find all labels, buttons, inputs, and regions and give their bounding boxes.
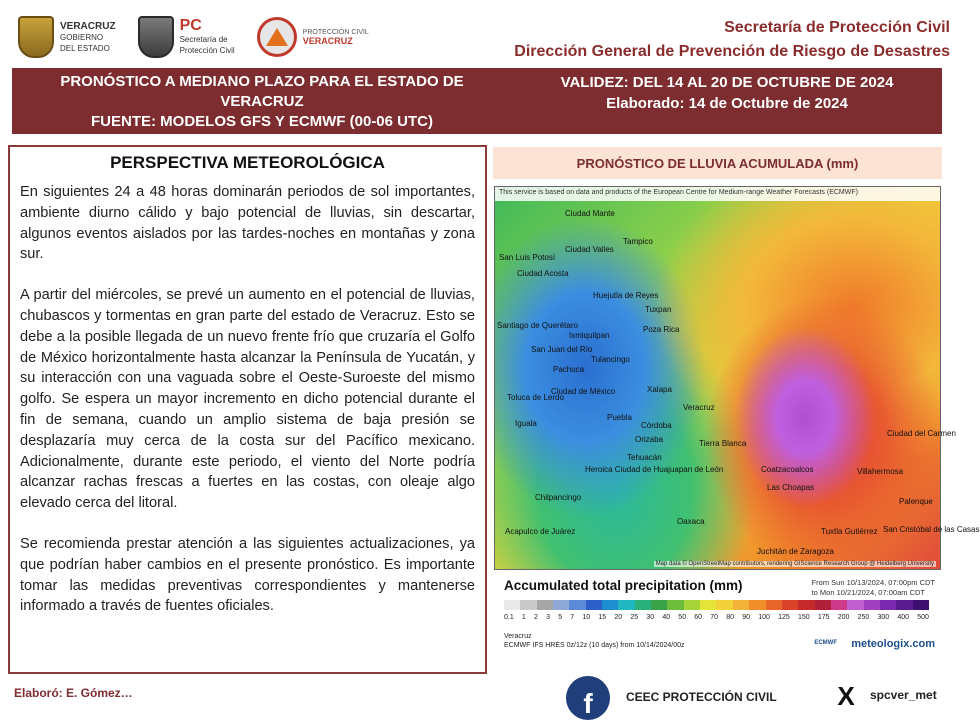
legend-tick-label: 175: [817, 614, 830, 621]
author-credit: Elaboró: E. Gómez…: [14, 686, 133, 700]
legend-dates: [812, 578, 935, 598]
legend-color-swatch: [880, 600, 896, 610]
map-label-pachuca: Pachuca: [553, 365, 585, 374]
title-band: [12, 68, 942, 134]
legend-color-swatch: [684, 600, 700, 610]
map-label-huajuapan: Heroica Ciudad de Huajuapan de León: [585, 465, 724, 474]
map-label-pozarica: Poza Rica: [643, 325, 680, 334]
map-label-valles: Ciudad Valles: [565, 245, 614, 254]
map-label-xalapa: Xalapa: [647, 385, 672, 394]
map-label-palenque: Palenque: [899, 497, 933, 506]
meteologix-brand: meteologix.com: [851, 638, 935, 650]
legend-tick-label: 3: [546, 614, 551, 621]
legend-tick-label: 0.1: [504, 614, 514, 621]
legend-tick-label: 70: [710, 614, 719, 621]
veracruz-shield-icon: [18, 16, 54, 58]
legend-colorbar: [504, 600, 929, 610]
map-label-cdmx: Ciudad de México: [551, 387, 616, 396]
map-label-tuxpan: Tuxpan: [645, 305, 672, 314]
perspective-panel: [8, 145, 487, 674]
legend-tick-label: 40: [662, 614, 671, 621]
map-label-oaxaca: Oaxaca: [677, 517, 705, 526]
legend-color-swatch: [618, 600, 634, 610]
pc-logo-line1: Secretaría de: [179, 35, 228, 44]
map-label-slp: San Luis Potosí: [499, 253, 556, 262]
map-label-sancristobal: San Cristóbal de las Casas: [883, 525, 980, 534]
legend-color-swatch: [553, 600, 569, 610]
forecast-title-line2: VERACRUZ: [220, 93, 304, 110]
forecast-source: FUENTE: MODELOS GFS Y ECMWF (00-06 UTC): [91, 113, 433, 130]
map-label-choapas: Las Choapas: [767, 483, 815, 492]
map-label-acapulco: Acapulco de Juárez: [505, 527, 576, 536]
facebook-icon[interactable]: f: [566, 676, 610, 720]
legend-tick-label: 300: [877, 614, 890, 621]
legend-color-swatch: [586, 600, 602, 610]
map-label-tierra-blanca: Tierra Blanca: [699, 439, 747, 448]
legend-color-swatch: [733, 600, 749, 610]
legend-color-swatch: [766, 600, 782, 610]
legend-color-swatch: [913, 600, 929, 610]
map-credit: Map data © OpenStreetMap contributors, rendering GIScience Research Group @ Heidelberg University: [655, 561, 934, 567]
legend-tick-label: 5: [558, 614, 563, 621]
legend-title: Accumulated total precipitation (mm): [504, 578, 743, 593]
map-label-huejutla: Huejutla de Reyes: [593, 291, 659, 300]
direccion-name: Dirección General de Prevención de Riesgo de Desastres: [514, 43, 950, 60]
legend-color-swatch: [537, 600, 553, 610]
legend-color-swatch: [831, 600, 847, 610]
map-label-cordoba: Córdoba: [641, 421, 672, 430]
legend-tick-label: 60: [694, 614, 703, 621]
legend-tick-label: 7: [570, 614, 575, 621]
validity-text: VALIDEZ: DEL 14 AL 20 DE OCTUBRE DE 2024: [560, 74, 894, 91]
agency-header: [514, 16, 950, 64]
perspective-paragraph-1: En siguientes 24 a 48 horas dominarán periodos de sol importantes, ambiente diurno cálido y bajo potencial de lluvias, sin descartar, algunos eventos aislados por las tardes-noches en montañas y zona sur.: [20, 184, 475, 263]
legend-tick-label: 100: [758, 614, 770, 621]
legend-tick-label: 15: [598, 614, 607, 621]
map-source-note: This service is based on data and products of the European Centre for Medium-range Weather Forecasts (ECMWF): [495, 187, 940, 201]
x-twitter-icon[interactable]: X: [837, 681, 855, 711]
map-label-carmen: Ciudad del Carmen: [887, 429, 956, 438]
legend-color-swatch: [798, 600, 814, 610]
legend-tick-label: 1: [521, 614, 526, 621]
map-label-tampico: Tampico: [623, 237, 653, 246]
veracruz-logo-line3: DEL ESTADO: [60, 43, 110, 53]
perspective-title: PERSPECTIVA METEOROLÓGICA: [110, 153, 385, 172]
map-label-acosta: Ciudad Acosta: [517, 269, 569, 278]
pc-veracruz-logo: [257, 17, 369, 57]
legend-footnote: [504, 632, 685, 650]
validity-block: [512, 72, 942, 114]
map-label-tuxtla: Tuxtla Gutiérrez: [821, 527, 878, 536]
map-label-mante: Ciudad Mante: [565, 209, 615, 218]
legend-tick-label: 200: [837, 614, 850, 621]
forecast-title: [12, 72, 512, 132]
pc-veracruz-line1: PROTECCIÓN CIVIL: [302, 28, 369, 36]
legend-color-swatch: [602, 600, 618, 610]
legend-region: Veracruz: [504, 633, 532, 640]
perspective-paragraph-3: Se recomienda prestar atención a las siguientes actualizaciones, ya que podrían haber cambios en el presente pronóstico. Es importante tomar las medidas preventivas correspondientes y mantenerse informado a través de fuentes oficiales.: [20, 535, 475, 615]
legend-tick-label: 25: [630, 614, 639, 621]
legend-color-swatch: [896, 600, 912, 610]
legend-color-swatch: [749, 600, 765, 610]
legend-color-swatch: [651, 600, 667, 610]
precipitation-map: [494, 186, 980, 570]
legend-color-swatch: [700, 600, 716, 610]
logo-bar: [18, 12, 369, 62]
veracruz-logo-line2: GOBIERNO: [60, 32, 104, 42]
legend-date-from: From Sun 10/13/2024, 07:00pm CDT: [811, 578, 935, 587]
pc-logo-abbr: PC: [179, 17, 202, 34]
pc-logo-line2: Protección Civil: [179, 46, 235, 55]
legend-tick-label: 10: [582, 614, 591, 621]
legend-tick-label: 80: [726, 614, 735, 621]
legend-tick-label: 90: [742, 614, 751, 621]
legend-color-swatch: [504, 600, 520, 610]
x-label[interactable]: spcver_met: [870, 688, 937, 702]
map-label-toluca: Toluca de Lerdo: [507, 393, 564, 402]
veracruz-government-logo: [18, 16, 116, 58]
legend-color-swatch: [635, 600, 651, 610]
legend-tick-label: 125: [778, 614, 790, 621]
ecmwf-logo: ECMWF: [814, 640, 837, 646]
map-label-juchitan: Juchitán de Zaragoza: [757, 547, 834, 556]
legend-tick-label: 2: [534, 614, 538, 621]
map-label-sanjuan: San Juan del Río: [531, 345, 593, 354]
legend-color-swatch: [716, 600, 732, 610]
pc-shield-icon: [138, 16, 174, 58]
legend-tick-label: 500: [917, 614, 929, 621]
civil-protection-triangle-icon: [257, 17, 297, 57]
veracruz-logo-line1: VERACRUZ: [60, 20, 116, 32]
map-label-ixmiquilpan: Ixmiquilpan: [569, 331, 610, 340]
legend-tick-label: 30: [646, 614, 655, 621]
legend-tick-label: 400: [897, 614, 910, 621]
legend-color-swatch: [782, 600, 798, 610]
map-label-tehuacan: Tehuacán: [627, 453, 662, 462]
legend-color-swatch: [520, 600, 536, 610]
made-date: Elaborado: 14 de Octubre de 2024: [606, 95, 848, 112]
secretaria-name: Secretaría de Protección Civil: [724, 19, 950, 36]
legend-model: ECMWF IFS HRES 0z/12z (10 days) from 10/14/2024/00z: [504, 642, 685, 649]
legend-tick-label: 50: [678, 614, 687, 621]
map-label-chilpancingo: Chilpancingo: [535, 493, 582, 502]
legend-ticks: [504, 614, 929, 621]
legend-color-swatch: [667, 600, 683, 610]
map-label-villahermosa: Villahermosa: [857, 467, 904, 476]
legend-date-to: to Mon 10/21/2024, 07:00am CDT: [811, 588, 925, 597]
precipitation-legend: [494, 574, 941, 664]
legend-color-swatch: [569, 600, 585, 610]
forecast-title-line1: PRONÓSTICO A MEDIANO PLAZO PARA EL ESTADO DE: [60, 73, 464, 90]
map-label-tulancingo: Tulancingo: [591, 355, 630, 364]
pc-veracruz-line2: VERACRUZ: [302, 35, 353, 46]
map-title: PRONÓSTICO DE LLUVIA ACUMULADA (mm): [493, 147, 942, 179]
legend-color-swatch: [847, 600, 863, 610]
legend-tick-label: 250: [857, 614, 870, 621]
legend-tick-label: 150: [797, 614, 810, 621]
map-label-coatzacoalcos: Coatzacoalcos: [761, 465, 814, 474]
legend-color-swatch: [864, 600, 880, 610]
map-label-orizaba: Orizaba: [635, 435, 664, 444]
map-label-iguala: Iguala: [515, 419, 537, 428]
pc-secretaria-logo: [138, 16, 235, 58]
legend-tick-label: 20: [614, 614, 623, 621]
perspective-paragraph-2: A partir del miércoles, se prevé un aumento en el potencial de lluvias, chubascos y tormentas en gran parte del estado de Veracruz. Esto se debe a la posible llegada de un nuevo frente frío que cruzaría el Golfo de México horizontalmente hasta alcanzar la Península de Yucatán, y su interacción con una vaguada sobre el Oeste-Suroeste del mismo golfo. Se espera un mayor incremento en dicho potencial durante el fin de semana, cuando un amplio sistema de baja presión se desplazaría muy cerca de la costa sur del Pacífico mexicano. Adicionalmente, durante este periodo, el viento del Norte podría alcanzar rachas frescas a fuertes en las costas, con oleaje algo elevado cerca del litoral.: [20, 287, 475, 512]
map-label-puebla: Puebla: [607, 413, 632, 422]
legend-color-swatch: [815, 600, 831, 610]
facebook-label[interactable]: CEEC PROTECCIÓN CIVIL: [626, 690, 777, 704]
map-label-veracruz: Veracruz: [683, 403, 715, 412]
map-label-queretaro: Santiago de Querétaro: [497, 321, 578, 330]
